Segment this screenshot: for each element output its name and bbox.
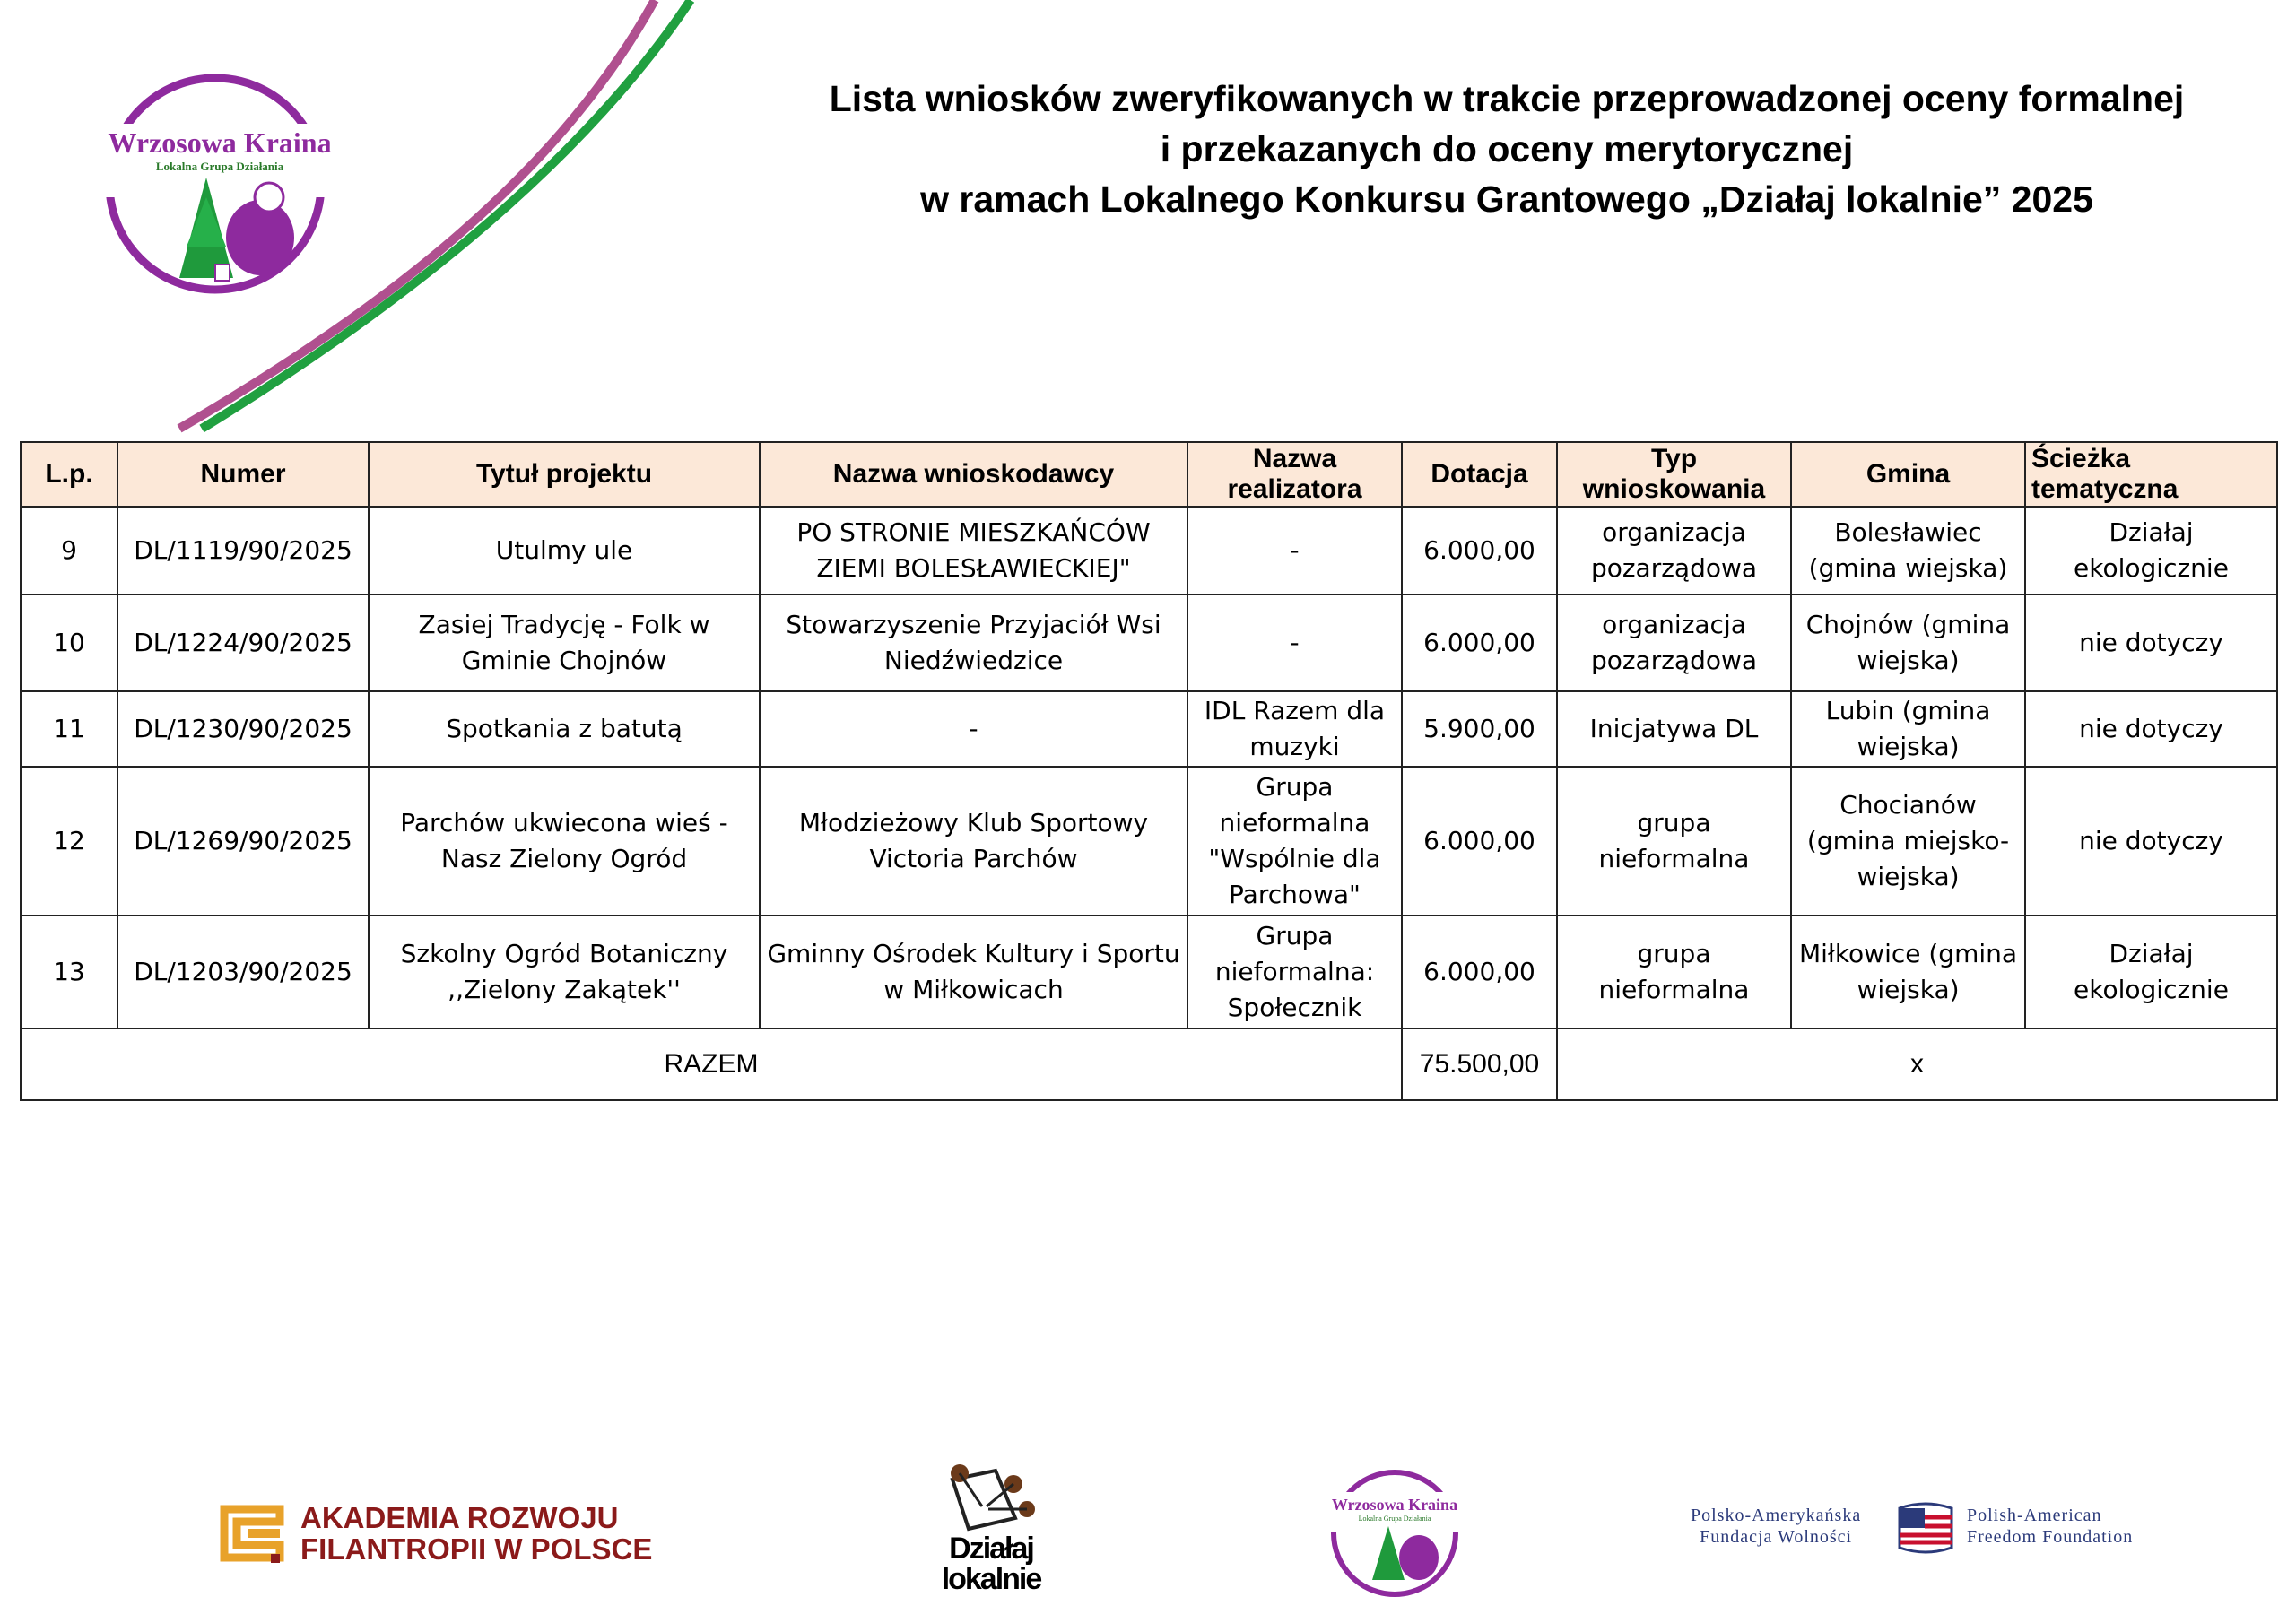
cell-lp: 9: [21, 507, 117, 595]
cell-tytul: Parchów ukwiecona wieś - Nasz Zielony Ogród: [369, 767, 760, 916]
pafw-pl-line-1: Polsko-Amerykańska: [1691, 1506, 1862, 1525]
title-line-3: w ramach Lokalnego Konkursu Grantowego „Działaj lokalnie” 2025: [920, 178, 2093, 220]
title-line-1: Lista wniosków zweryfikowanych w trakcie przeprowadzonej oceny formalnej: [829, 78, 2185, 119]
col-lp: L.p.: [21, 442, 117, 507]
col-realizator: Nazwa realizatora: [1187, 442, 1402, 507]
cell-dotacja: 6.000,00: [1402, 507, 1557, 595]
cell-numer: DL/1119/90/2025: [117, 507, 369, 595]
total-row: [21, 1028, 2277, 1100]
cell-numer: DL/1269/90/2025: [117, 767, 369, 916]
table-row: [21, 595, 2277, 691]
cell-lp: 13: [21, 916, 117, 1028]
cell-typ: Inicjatywa DL: [1557, 691, 1791, 767]
col-wnioskodawca: Nazwa wnioskodawcy: [760, 442, 1187, 507]
table-header-row: [21, 442, 2277, 507]
logo-name: Wrzosowa Kraina: [108, 126, 332, 159]
cell-realizator: -: [1187, 507, 1402, 595]
cell-numer: DL/1203/90/2025: [117, 916, 369, 1028]
table-row: [21, 767, 2277, 916]
cell-lp: 10: [21, 595, 117, 691]
cell-wnioskodawca: PO STRONIE MIESZKAŃCÓW ZIEMI BOLESŁAWIECKIEJ": [760, 507, 1187, 595]
total-label: RAZEM: [21, 1028, 1402, 1100]
flowers-icon: [933, 1457, 1049, 1538]
cell-typ: organizacja pozarządowa: [1557, 595, 1791, 691]
cell-sciezka: nie dotyczy: [2025, 767, 2277, 916]
cell-typ: organizacja pozarządowa: [1557, 507, 1791, 595]
cell-wnioskodawca: -: [760, 691, 1187, 767]
table-row: [21, 691, 2277, 767]
col-gmina: Gmina: [1791, 442, 2025, 507]
cell-dotacja: 6.000,00: [1402, 916, 1557, 1028]
cell-tytul: Szkolny Ogród Botaniczny ,,Zielony Zakątek'': [369, 916, 760, 1028]
pafw-pl-line-2: Fundacja Wolności: [1700, 1527, 1853, 1547]
arfp-line-2: FILANTROPII W POLSCE: [300, 1532, 653, 1566]
cell-tytul: Utulmy ule: [369, 507, 760, 595]
cell-sciezka: nie dotyczy: [2025, 691, 2277, 767]
cell-realizator: Grupa nieformalna: Społecznik: [1187, 916, 1402, 1028]
arfp-line-1: AKADEMIA ROZWOJU: [300, 1501, 619, 1534]
cell-sciezka: Działaj ekologicznie: [2025, 507, 2277, 595]
cell-realizator: -: [1187, 595, 1402, 691]
cell-dotacja: 6.000,00: [1402, 595, 1557, 691]
pafw-en-line-2: Freedom Foundation: [1967, 1527, 2134, 1547]
total-rest: x: [1557, 1028, 2277, 1100]
wrzosowa-kraina-logo: [81, 63, 359, 305]
col-tytul: Tytuł projektu: [369, 442, 760, 507]
cell-wnioskodawca: Gminny Ośrodek Kultury i Sportu w Miłkowicach: [760, 916, 1187, 1028]
cell-lp: 12: [21, 767, 117, 916]
cell-gmina: Lubin (gmina wiejska): [1791, 691, 2025, 767]
cell-tytul: Zasiej Tradycję - Folk w Gminie Chojnów: [369, 595, 760, 691]
cell-numer: DL/1230/90/2025: [117, 691, 369, 767]
wrzosowa-kraina-small-logo: [1318, 1454, 1471, 1607]
cell-typ: grupa nieformalna: [1557, 767, 1791, 916]
dl-line-1: Działaj: [949, 1532, 1033, 1566]
arfp-mark-icon: [215, 1502, 287, 1565]
arfp-logo: [215, 1501, 653, 1566]
col-sciezka: Ścieżka tematyczna: [2025, 442, 2277, 507]
cell-sciezka: nie dotyczy: [2025, 595, 2277, 691]
footer-logos: [0, 1435, 2296, 1614]
total-value: 75.500,00: [1402, 1028, 1557, 1100]
cell-tytul: Spotkania z batutą: [369, 691, 760, 767]
table-row: [21, 916, 2277, 1028]
small-logo-subtitle: Lokalna Grupa Działania: [1358, 1515, 1431, 1523]
title-line-2: i przekazanych do oceny merytorycznej: [1160, 128, 1854, 169]
col-numer: Numer: [117, 442, 369, 507]
cell-wnioskodawca: Młodzieżowy Klub Sportowy Victoria Parchów: [760, 767, 1187, 916]
col-typ: Typ wnioskowania: [1557, 442, 1791, 507]
table-row: [21, 507, 2277, 595]
cell-realizator: Grupa nieformalna "Wspólnie dla Parchowa": [1187, 767, 1402, 916]
cell-lp: 11: [21, 691, 117, 767]
small-logo-name: Wrzosowa Kraina: [1331, 1496, 1458, 1514]
pafw-en-line-1: Polish-American: [1967, 1506, 2102, 1525]
col-dotacja: Dotacja: [1402, 442, 1557, 507]
cell-gmina: Chocianów (gmina miejsko-wiejska): [1791, 767, 2025, 916]
cell-realizator: IDL Razem dla muzyki: [1187, 691, 1402, 767]
dzialaj-lokalnie-logo: [933, 1457, 1049, 1601]
cell-sciezka: Działaj ekologicznie: [2025, 916, 2277, 1028]
logo-subtitle: Lokalna Grupa Działania: [155, 160, 284, 173]
applications-table: [20, 441, 2278, 1101]
cell-wnioskodawca: Stowarzyszenie Przyjaciół Wsi Niedźwiedzice: [760, 595, 1187, 691]
cell-gmina: Miłkowice (gmina wiejska): [1791, 916, 2025, 1028]
page-title: [735, 74, 2278, 224]
cell-numer: DL/1224/90/2025: [117, 595, 369, 691]
cell-dotacja: 5.900,00: [1402, 691, 1557, 767]
dl-line-2: lokalnie: [941, 1562, 1041, 1596]
pafw-logo: [1691, 1505, 2157, 1567]
cell-gmina: Bolesławiec (gmina wiejska): [1791, 507, 2025, 595]
cell-dotacja: 6.000,00: [1402, 767, 1557, 916]
cell-gmina: Chojnów (gmina wiejska): [1791, 595, 2025, 691]
cell-typ: grupa nieformalna: [1557, 916, 1791, 1028]
flag-icon: [1894, 1501, 1957, 1555]
